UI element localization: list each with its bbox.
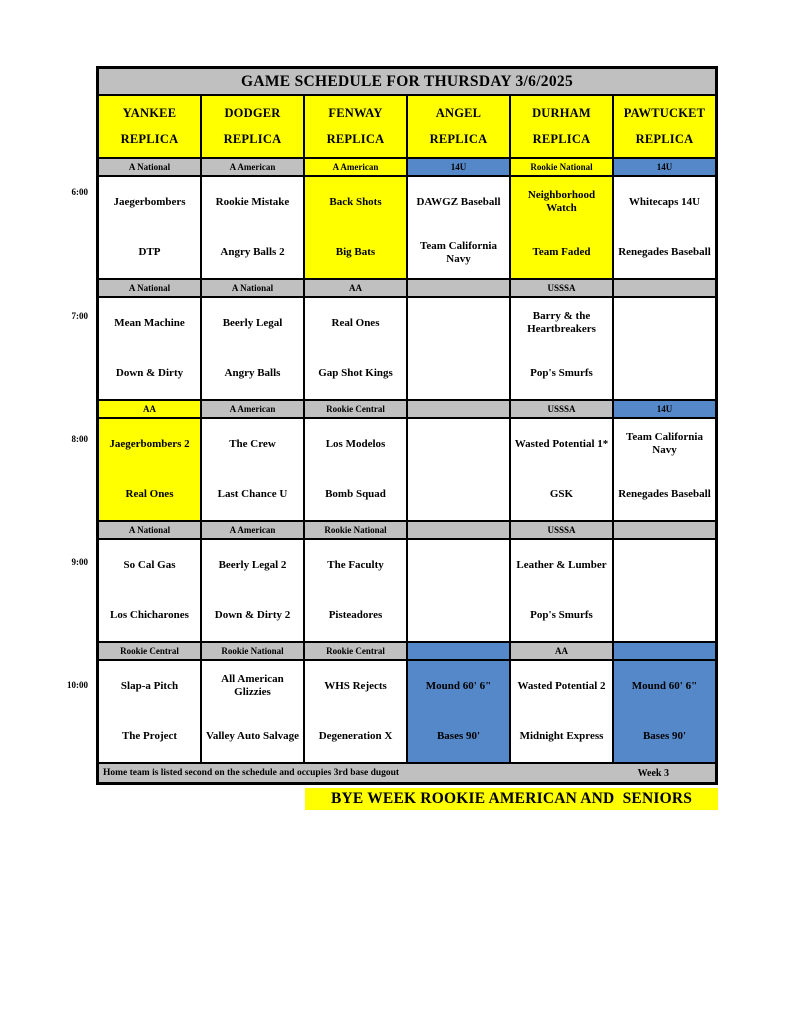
away-team-label: DAWGZ Baseball: [416, 195, 501, 208]
division-cell: A National: [99, 159, 200, 175]
division-cell: A National: [202, 280, 303, 296]
away-team-label: The Faculty: [327, 558, 384, 571]
field-name-line1: DURHAM: [532, 106, 591, 121]
game-cell: [99, 298, 200, 399]
home-team-label: [408, 591, 509, 642]
home-team-label: GSK: [549, 488, 574, 501]
game-cell: [614, 540, 715, 641]
division-cell: [408, 280, 509, 296]
time-label: 7:00: [71, 311, 88, 321]
division-cell: [614, 280, 715, 296]
home-team-label: The Project: [121, 730, 178, 743]
away-team-label: Real Ones: [331, 316, 380, 329]
away-team-label: Mound 60' 6": [425, 679, 492, 692]
division-cell: A American: [202, 401, 303, 417]
home-team-label: Pisteadores: [328, 609, 383, 622]
division-cell: AA: [99, 401, 200, 417]
division-cell: AA: [511, 643, 612, 659]
division-cell: Rookie Central: [305, 643, 406, 659]
division-cell: Rookie Central: [305, 401, 406, 417]
away-team-label: [408, 419, 509, 470]
game-cell: [408, 419, 509, 520]
game-cell: [305, 419, 406, 520]
away-team-label: Leather & Lumber: [516, 558, 607, 571]
game-cell: [511, 298, 612, 399]
division-cell: [408, 522, 509, 538]
field-header-dodger: [202, 96, 303, 157]
division-cell: AA: [305, 280, 406, 296]
away-team-label: So Cal Gas: [123, 558, 176, 571]
time-label: 8:00: [71, 434, 88, 444]
away-team-label: Slap-a Pitch: [120, 679, 179, 692]
division-cell: Rookie National: [202, 643, 303, 659]
away-team-label: [614, 540, 715, 591]
home-team-label: Team California Navy: [420, 239, 497, 265]
field-name-line2: REPLICA: [223, 131, 282, 146]
home-team-label: Renegades Baseball: [618, 488, 711, 501]
away-team-label: Team California Navy: [626, 431, 703, 457]
field-name-line1: YANKEE: [122, 106, 177, 121]
game-cell: [408, 177, 509, 278]
game-cell: [99, 540, 200, 641]
game-cell: [202, 298, 303, 399]
away-team-label: Jaegerbombers: [113, 195, 186, 208]
division-cell: 14U: [614, 159, 715, 175]
game-cell: [202, 419, 303, 520]
away-team-label: Wasted Potential 1*: [514, 437, 609, 450]
division-cell: Rookie Central: [99, 643, 200, 659]
home-team-label: Down & Dirty 2: [214, 609, 291, 622]
field-header-durham: [511, 96, 612, 157]
game-cell: [305, 177, 406, 278]
field-name-line1: FENWAY: [328, 106, 383, 121]
game-cell: [511, 661, 612, 762]
away-team-label: Barry & the Heartbreakers: [527, 310, 596, 336]
time-label: 9:00: [71, 557, 88, 567]
home-team-label: Bases 90': [436, 730, 481, 743]
away-team-label: [408, 298, 509, 349]
division-cell: [614, 522, 715, 538]
field-name-line1: PAWTUCKET: [623, 106, 706, 121]
home-team-label: [408, 470, 509, 521]
division-cell: A American: [202, 522, 303, 538]
game-cell: [614, 419, 715, 520]
home-team-label: Last Chance U: [217, 488, 288, 501]
away-team-label: Los Modelos: [325, 437, 386, 450]
home-team-label: [408, 349, 509, 400]
game-cell: [408, 661, 509, 762]
home-team-label: DTP: [138, 246, 161, 259]
home-team-label: Degeneration X: [318, 730, 393, 743]
schedule-table: [96, 66, 718, 785]
field-header-pawtucket: [614, 96, 715, 157]
division-cell: A National: [99, 280, 200, 296]
away-team-label: Wasted Potential 2: [517, 679, 606, 692]
home-team-label: Los Chicharones: [110, 609, 189, 622]
game-cell: [99, 177, 200, 278]
division-cell: Rookie National: [305, 522, 406, 538]
field-name-line2: REPLICA: [326, 131, 385, 146]
division-cell: [408, 643, 509, 659]
home-team-label: Bomb Squad: [325, 488, 386, 501]
division-cell: Rookie National: [511, 159, 612, 175]
game-cell: [305, 298, 406, 399]
division-cell: [614, 643, 715, 659]
away-team-label: Neighborhood Watch: [527, 189, 596, 215]
home-team-label: [614, 591, 715, 642]
game-cell: [408, 298, 509, 399]
home-team-label: Bases 90': [642, 730, 687, 743]
home-team-label: Renegades Baseball: [618, 246, 711, 259]
away-team-label: Rookie Mistake: [215, 195, 290, 208]
game-cell: [511, 419, 612, 520]
away-team-label: Back Shots: [329, 195, 382, 208]
game-cell: [408, 540, 509, 641]
division-cell: USSSA: [511, 522, 612, 538]
schedule-grid: [99, 96, 715, 762]
game-cell: [511, 540, 612, 641]
game-cell: [202, 177, 303, 278]
division-cell: 14U: [614, 401, 715, 417]
division-cell: A American: [305, 159, 406, 175]
footer-note: Home team is listed second on the schedule and occupies 3rd base dugout: [103, 768, 400, 778]
bye-week-banner: BYE WEEK ROOKIE AMERICAN AND SENIORS: [305, 788, 718, 810]
game-cell: [202, 540, 303, 641]
home-team-label: Pop's Smurfs: [530, 367, 593, 380]
field-name-line2: REPLICA: [532, 131, 591, 146]
home-team-label: Down & Dirty: [115, 367, 184, 380]
field-name-line1: ANGEL: [435, 106, 482, 121]
division-cell: USSSA: [511, 401, 612, 417]
home-team-label: Valley Auto Salvage: [205, 730, 300, 743]
away-team-label: Beerly Legal 2: [218, 558, 287, 571]
division-cell: USSSA: [511, 280, 612, 296]
schedule-title: GAME SCHEDULE FOR THURSDAY 3/6/2025: [99, 69, 715, 94]
schedule-footer: [99, 764, 715, 782]
home-team-label: Big Bats: [335, 246, 376, 259]
away-team-label: Whitecaps 14U: [628, 195, 701, 208]
field-name-line2: REPLICA: [120, 131, 179, 146]
home-team-label: [614, 349, 715, 400]
away-team-label: WHS Rejects: [324, 679, 387, 692]
away-team-label: Mean Machine: [114, 316, 185, 329]
game-cell: [99, 419, 200, 520]
away-team-label: [614, 298, 715, 349]
division-cell: 14U: [408, 159, 509, 175]
home-team-label: Real Ones: [125, 488, 174, 501]
field-name-line2: REPLICA: [429, 131, 488, 146]
game-cell: [202, 661, 303, 762]
away-team-label: Mound 60' 6": [631, 679, 698, 692]
time-label: 10:00: [67, 680, 88, 690]
home-team-label: Gap Shot Kings: [318, 367, 393, 380]
away-team-label: [408, 540, 509, 591]
game-cell: [511, 177, 612, 278]
away-team-label: The Crew: [229, 437, 276, 450]
home-team-label: Midnight Express: [519, 730, 604, 743]
away-team-label: Beerly Legal: [222, 316, 283, 329]
game-cell: [614, 298, 715, 399]
home-team-label: Team Faded: [532, 246, 591, 259]
field-header-angel: [408, 96, 509, 157]
division-cell: A American: [202, 159, 303, 175]
field-header-fenway: [305, 96, 406, 157]
field-header-yankee: [99, 96, 200, 157]
division-cell: [408, 401, 509, 417]
game-cell: [305, 661, 406, 762]
home-team-label: Pop's Smurfs: [530, 609, 593, 622]
field-name-line2: REPLICA: [635, 131, 694, 146]
time-label: 6:00: [71, 187, 88, 197]
week-label: Week 3: [637, 767, 669, 779]
division-cell: A National: [99, 522, 200, 538]
game-cell: [614, 177, 715, 278]
home-team-label: Angry Balls 2: [220, 246, 285, 259]
away-team-label: Jaegerbombers 2: [109, 437, 190, 450]
home-team-label: Angry Balls: [224, 367, 281, 380]
game-cell: [305, 540, 406, 641]
game-cell: [614, 661, 715, 762]
away-team-label: All American Glizzies: [221, 673, 284, 699]
field-name-line1: DODGER: [224, 106, 281, 121]
game-cell: [99, 661, 200, 762]
